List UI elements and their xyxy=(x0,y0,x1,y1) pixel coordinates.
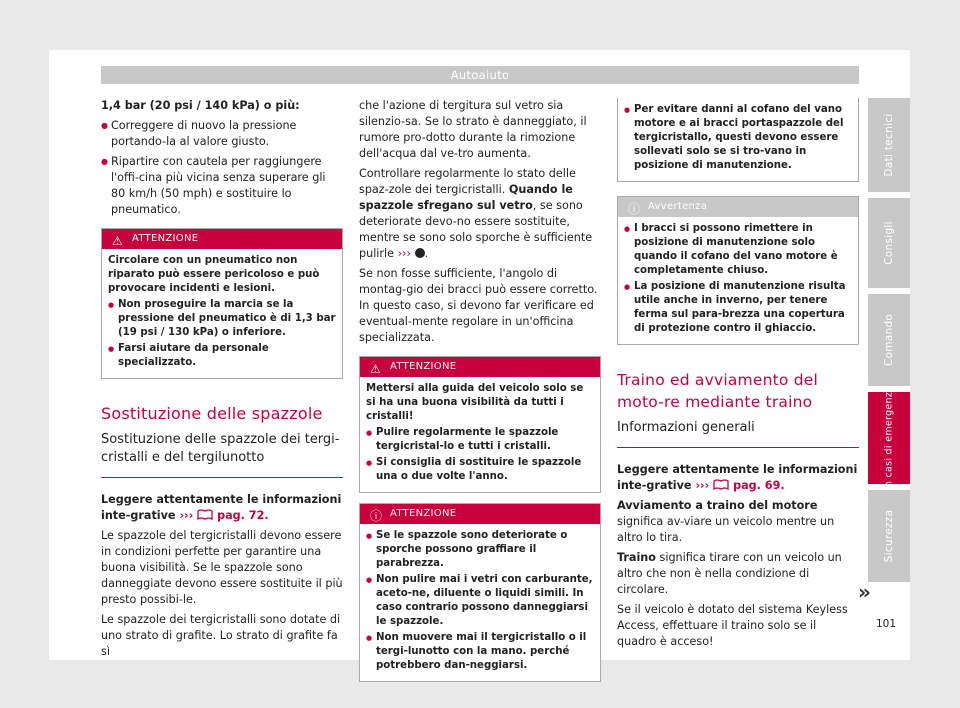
paragraph: che l'azione di tergitura sul vetro sia silenzio-sa. Se lo strato è danneggiato, il rumore pro-dotto durante la rimozione dell'acqua dal ve-tro aumenta. xyxy=(359,99,587,160)
warning-title: ATTENZIONE xyxy=(390,361,457,372)
warning-body xyxy=(360,377,600,492)
paragraph: Se non fosse sufficiente, l'angolo di montag-gio dei bracci può essere corretto. In questo caso, si devono far verificare ed eventual-mente regolare in un'officina specializzata. xyxy=(359,267,598,344)
text-span: . xyxy=(424,247,429,260)
warning-body xyxy=(102,249,342,378)
tab-label: Dati tecnici xyxy=(883,113,895,177)
warning-bullet: ● Si consiglia di sostituire le spazzole una o due volte l'anno. xyxy=(366,456,594,484)
caution-box xyxy=(359,503,601,682)
read-more-line xyxy=(101,492,343,524)
text-span: , se sono deteriorate devo-no essere sostituite, mentre se sono solo sporche è sufficiente pulirle xyxy=(359,199,593,260)
note-header xyxy=(618,197,858,217)
arrow-link-icon[interactable]: ››› xyxy=(179,509,194,522)
warning-bullet: ● Farsi aiutare da personale specializzato. xyxy=(108,342,336,370)
bullet-item: ● Correggere di nuovo la pressione portando-la al valore giusto. xyxy=(101,118,343,150)
subsection-title: Informazioni generali xyxy=(617,419,859,448)
warning-header xyxy=(102,229,342,249)
paragraph xyxy=(617,498,859,546)
column-3 xyxy=(617,98,859,654)
warning-header xyxy=(360,357,600,377)
tab-label: Sicurezza xyxy=(883,509,895,563)
note-title: Avvertenza xyxy=(648,201,708,212)
paragraph: Le spazzole del tergicristalli devono essere in condizioni perfette per garantire una buona visibilità. Se le spazzole sono danneggiate devono essere sostituite il più presto possibi-le. xyxy=(101,529,343,606)
text-span: significa tirare con un veicolo un altro che non è nella condizione di circolare. xyxy=(617,551,842,596)
paragraph: Se il veicolo è dotato del sistema Keyless Access, effettuare il traino solo se il quadro è acceso! xyxy=(617,603,848,648)
tab-label: Consigli xyxy=(883,221,895,265)
caution-body xyxy=(618,98,858,181)
text-span: Controllare regolarmente lo stato delle spaz-zole dei tergicristalli. xyxy=(359,167,576,196)
subsection-title: Sostituzione delle spazzole dei tergi-cristalli e del tergilunotto xyxy=(101,431,343,478)
section-title: Traino ed avviamento del moto-re mediante traino xyxy=(617,371,818,411)
note-box xyxy=(617,196,859,345)
caution-body xyxy=(360,524,600,681)
caution-box-continued xyxy=(617,98,859,182)
continue-mark: » xyxy=(858,580,871,604)
caution-bullet: ● Non muovere mai il tergicristallo o il tergi-lunotto con la mano. perché potrebbero dan-neggiarsi. xyxy=(366,631,594,673)
read-more-line xyxy=(617,462,859,494)
arrow-link-icon[interactable]: ››› xyxy=(397,247,411,260)
bold-text: Avviamento a traino del motore xyxy=(617,499,818,512)
tab-dati-tecnici[interactable] xyxy=(868,98,910,192)
tab-consigli[interactable] xyxy=(868,198,910,288)
caution-bullet: ● Non pulire mai i vetri con carburante, aceto-ne, diluente o liquidi simili. In caso contrario possono danneggiarsi le spazzole. xyxy=(366,573,594,629)
warning-triangle-icon: ⚠ xyxy=(112,234,124,248)
caution-bullet: ● Se le spazzole sono deteriorate o sporche possono graffiare il parabrezza. xyxy=(366,529,594,571)
tab-emergenza[interactable] xyxy=(868,385,910,491)
read-more-text: Leggere attentamente le informazioni inte-grative xyxy=(617,463,858,492)
page-reference-link[interactable]: pag. 69. xyxy=(733,479,785,492)
paragraph xyxy=(359,166,601,262)
info-circle-icon xyxy=(415,248,425,258)
info-circle-icon: ⓘ xyxy=(370,509,383,523)
page-reference-link[interactable]: pag. 72. xyxy=(217,509,269,522)
warning-box xyxy=(101,228,343,379)
warning-title: ATTENZIONE xyxy=(132,233,199,244)
warning-text: Mettersi alla guida del veicolo solo se si ha una buona visibilità da tutti i cristalli! xyxy=(366,383,584,422)
read-more-text: Leggere attentamente le informazioni inte-grative xyxy=(101,493,342,522)
text-span: significa av-viare un veicolo mentre un altro lo tira. xyxy=(617,515,835,544)
section-header: Autoaiuto xyxy=(101,66,859,84)
caution-title: ATTENZIONE xyxy=(390,508,457,519)
paragraph xyxy=(617,550,859,598)
warning-text: Circolare con un pneumatico non riparato può essere pericoloso e può provocare incidenti e lesioni. xyxy=(108,255,320,294)
warning-bullet: ● Pulire regolarmente le spazzole tergicristal-lo e tutti i cristalli. xyxy=(366,426,594,454)
book-icon xyxy=(197,509,213,520)
warning-bullet: ● Non proseguire la marcia se la pressione del pneumatico è di 1,3 bar (19 psi / 130 kPa) o inferiore. xyxy=(108,298,336,340)
caution-header xyxy=(360,504,600,524)
book-icon xyxy=(713,479,729,490)
note-bullet: ● I bracci si possono rimettere in posizione di manutenzione solo quando il cofano del vano motore è completamente chiuso. xyxy=(624,222,852,278)
paragraph: Le spazzole dei tergicristalli sono dotate di uno strato di grafite. Lo strato di grafite fa sì xyxy=(101,613,341,658)
tab-comando[interactable] xyxy=(868,294,910,386)
column-2 xyxy=(359,98,601,696)
column-1 xyxy=(101,98,343,664)
section-title: Sostituzione delle spazzole xyxy=(101,404,323,423)
tab-label: Comando xyxy=(883,313,895,367)
info-icon: ⓘ xyxy=(628,202,641,216)
bold-text: Quando le spazzole sfregano sul vetro xyxy=(359,183,573,212)
tab-sicurezza[interactable] xyxy=(868,490,910,582)
warning-box xyxy=(359,356,601,493)
tab-label: In casi di emergenza xyxy=(883,385,895,491)
page-number: 101 xyxy=(876,618,897,630)
caution-bullet: ● Per evitare danni al cofano del vano motore e ai bracci portaspazzole del tergicristallo, questi devono essere sollevati solo se si tro-vano in posizione di manutenzione. xyxy=(624,103,852,173)
note-bullet: ● La posizione di manutenzione risulta utile anche in inverno, per tenere ferma sul para-brezza una copertura di protezione contro il ghiaccio. xyxy=(624,280,852,336)
bold-text: Traino xyxy=(617,551,656,564)
arrow-link-icon[interactable]: ››› xyxy=(695,479,710,492)
paragraph: 1,4 bar (20 psi / 140 kPa) o più: xyxy=(101,99,300,112)
warning-triangle-icon: ⚠ xyxy=(370,362,382,376)
bullet-item: ● Ripartire con cautela per raggiungere l'offi-cina più vicina senza superare gli 80 km/h (50 mph) e sostituire lo pneumatico. xyxy=(101,154,343,218)
note-body xyxy=(618,217,858,344)
